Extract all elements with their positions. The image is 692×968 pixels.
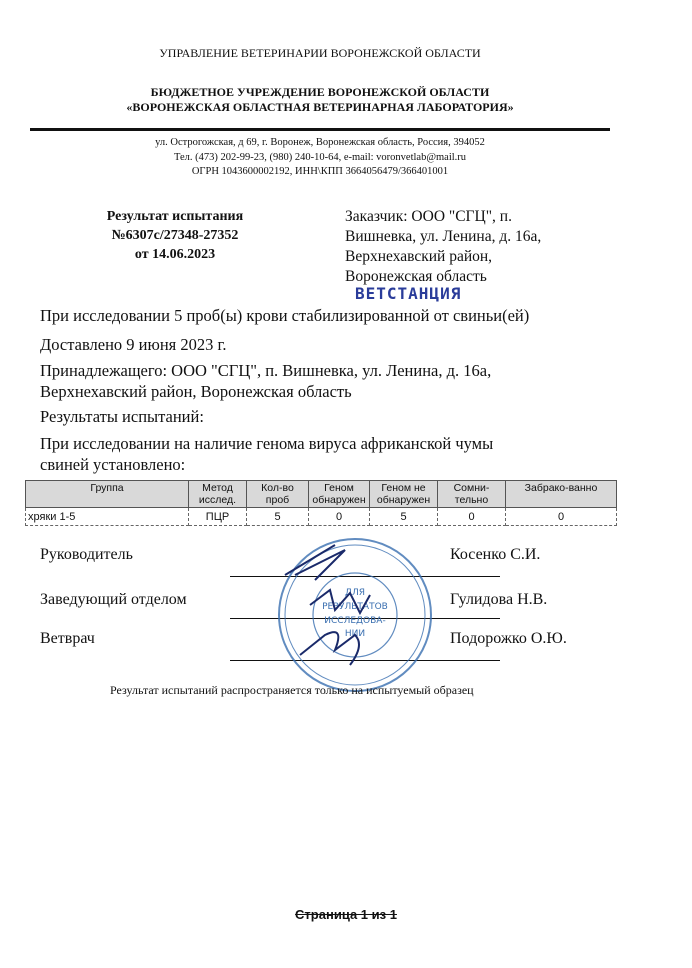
table-header-row [26,481,617,508]
table-row [26,508,617,526]
delivered-text: Доставлено 9 июня 2023 г. [40,335,227,354]
contact-info [0,136,640,180]
svg-text:ДЛЯ: ДЛЯ [344,588,366,598]
col-header: Группа [26,481,189,508]
header-divider [30,128,610,131]
owner-line-2: Верхнехавский район, Воронежская область [40,382,352,401]
col-header: Геном не обнаружен [370,481,438,508]
svg-text:ИССЛЕДОВА-: ИССЛЕДОВА- [324,616,386,626]
footer-note: Результат испытаний распространяется только на испытуемый образец [110,683,474,697]
col-header: Забрако-ванно [506,481,617,508]
sample-text: При исследовании 5 проб(ы) крови стабилизированной от свиньи(ей) [40,306,530,325]
col-header: Метод исслед. [189,481,247,508]
signature-name: Гулидова Н.В. [450,591,548,608]
page-number: Страница 1 из 1 [295,907,397,922]
svg-text:НИИ: НИИ [344,629,366,639]
customer-block [345,207,541,287]
registration-ids: ОГРН 1043600002192, ИНН\КПП 3664056479/366401001 [191,166,449,177]
round-stamp-icon [255,535,455,695]
result-title-block [60,207,290,264]
cell: 0 [309,508,370,526]
customer-line: Воронежская область [345,268,487,285]
customer-line: Заказчик: ООО "СГЦ", п. [345,208,512,225]
owner-line-1: Принадлежащего: ООО "СГЦ", п. Вишневка, ул. Ленина, д. 16а, [40,361,492,380]
customer-line: Верхнехавский район, [345,248,493,265]
result-title: Результат испытания [106,209,244,224]
signature-name: Косенко С.И. [450,546,541,563]
result-date: от 14.06.2023 [134,247,216,262]
col-header: Геном обнаружен [309,481,370,508]
finding-line-2: свиней установлено: [40,455,186,474]
svg-text:РЕЗУЛЬТАТОВ: РЕЗУЛЬТАТОВ [322,602,388,612]
cell: хряки 1-5 [26,508,189,526]
address: ул. Острогожская, д 69, г. Воронеж, Воронежская область, Россия, 394052 [155,137,485,148]
authority-header: УПРАВЛЕНИЕ ВЕТЕРИНАРИИ ВОРОНЕЖСКОЙ ОБЛАСТИ [159,46,481,60]
result-number: №6307с/27348-27352 [111,228,239,243]
signature-role: Заведующий отделом [40,591,187,608]
results-label: Результаты испытаний: [40,407,204,426]
org-line-1: БЮДЖЕТНОЕ УЧРЕЖДЕНИЕ ВОРОНЕЖСКОЙ ОБЛАСТИ [150,85,490,99]
signature-role: Руководитель [40,546,133,563]
col-header: Сомни-тельно [438,481,506,508]
cell: 0 [438,508,506,526]
signature-role: Ветврач [40,630,95,647]
customer-line: Вишневка, ул. Ленина, д. 16а, [345,228,542,245]
cell: ПЦР [189,508,247,526]
results-table [25,480,617,526]
finding-line-1: При исследовании на наличие генома вируса африканской чумы [40,434,494,453]
cell: 0 [506,508,617,526]
org-line-2: «ВОРОНЕЖСКАЯ ОБЛАСТНАЯ ВЕТЕРИНАРНАЯ ЛАБОРАТОРИЯ» [126,100,514,114]
signature-name: Подорожко О.Ю. [450,630,567,647]
cell: 5 [247,508,309,526]
organization-name [0,85,640,115]
vet-station-stamp: ВЕТСТАНЦИЯ [355,284,462,303]
cell: 5 [370,508,438,526]
phone-email: Тел. (473) 202-99-23, (980) 240-10-64, e-mail: voronvetlab@mail.ru [173,151,467,163]
col-header: Кол-во проб [247,481,309,508]
